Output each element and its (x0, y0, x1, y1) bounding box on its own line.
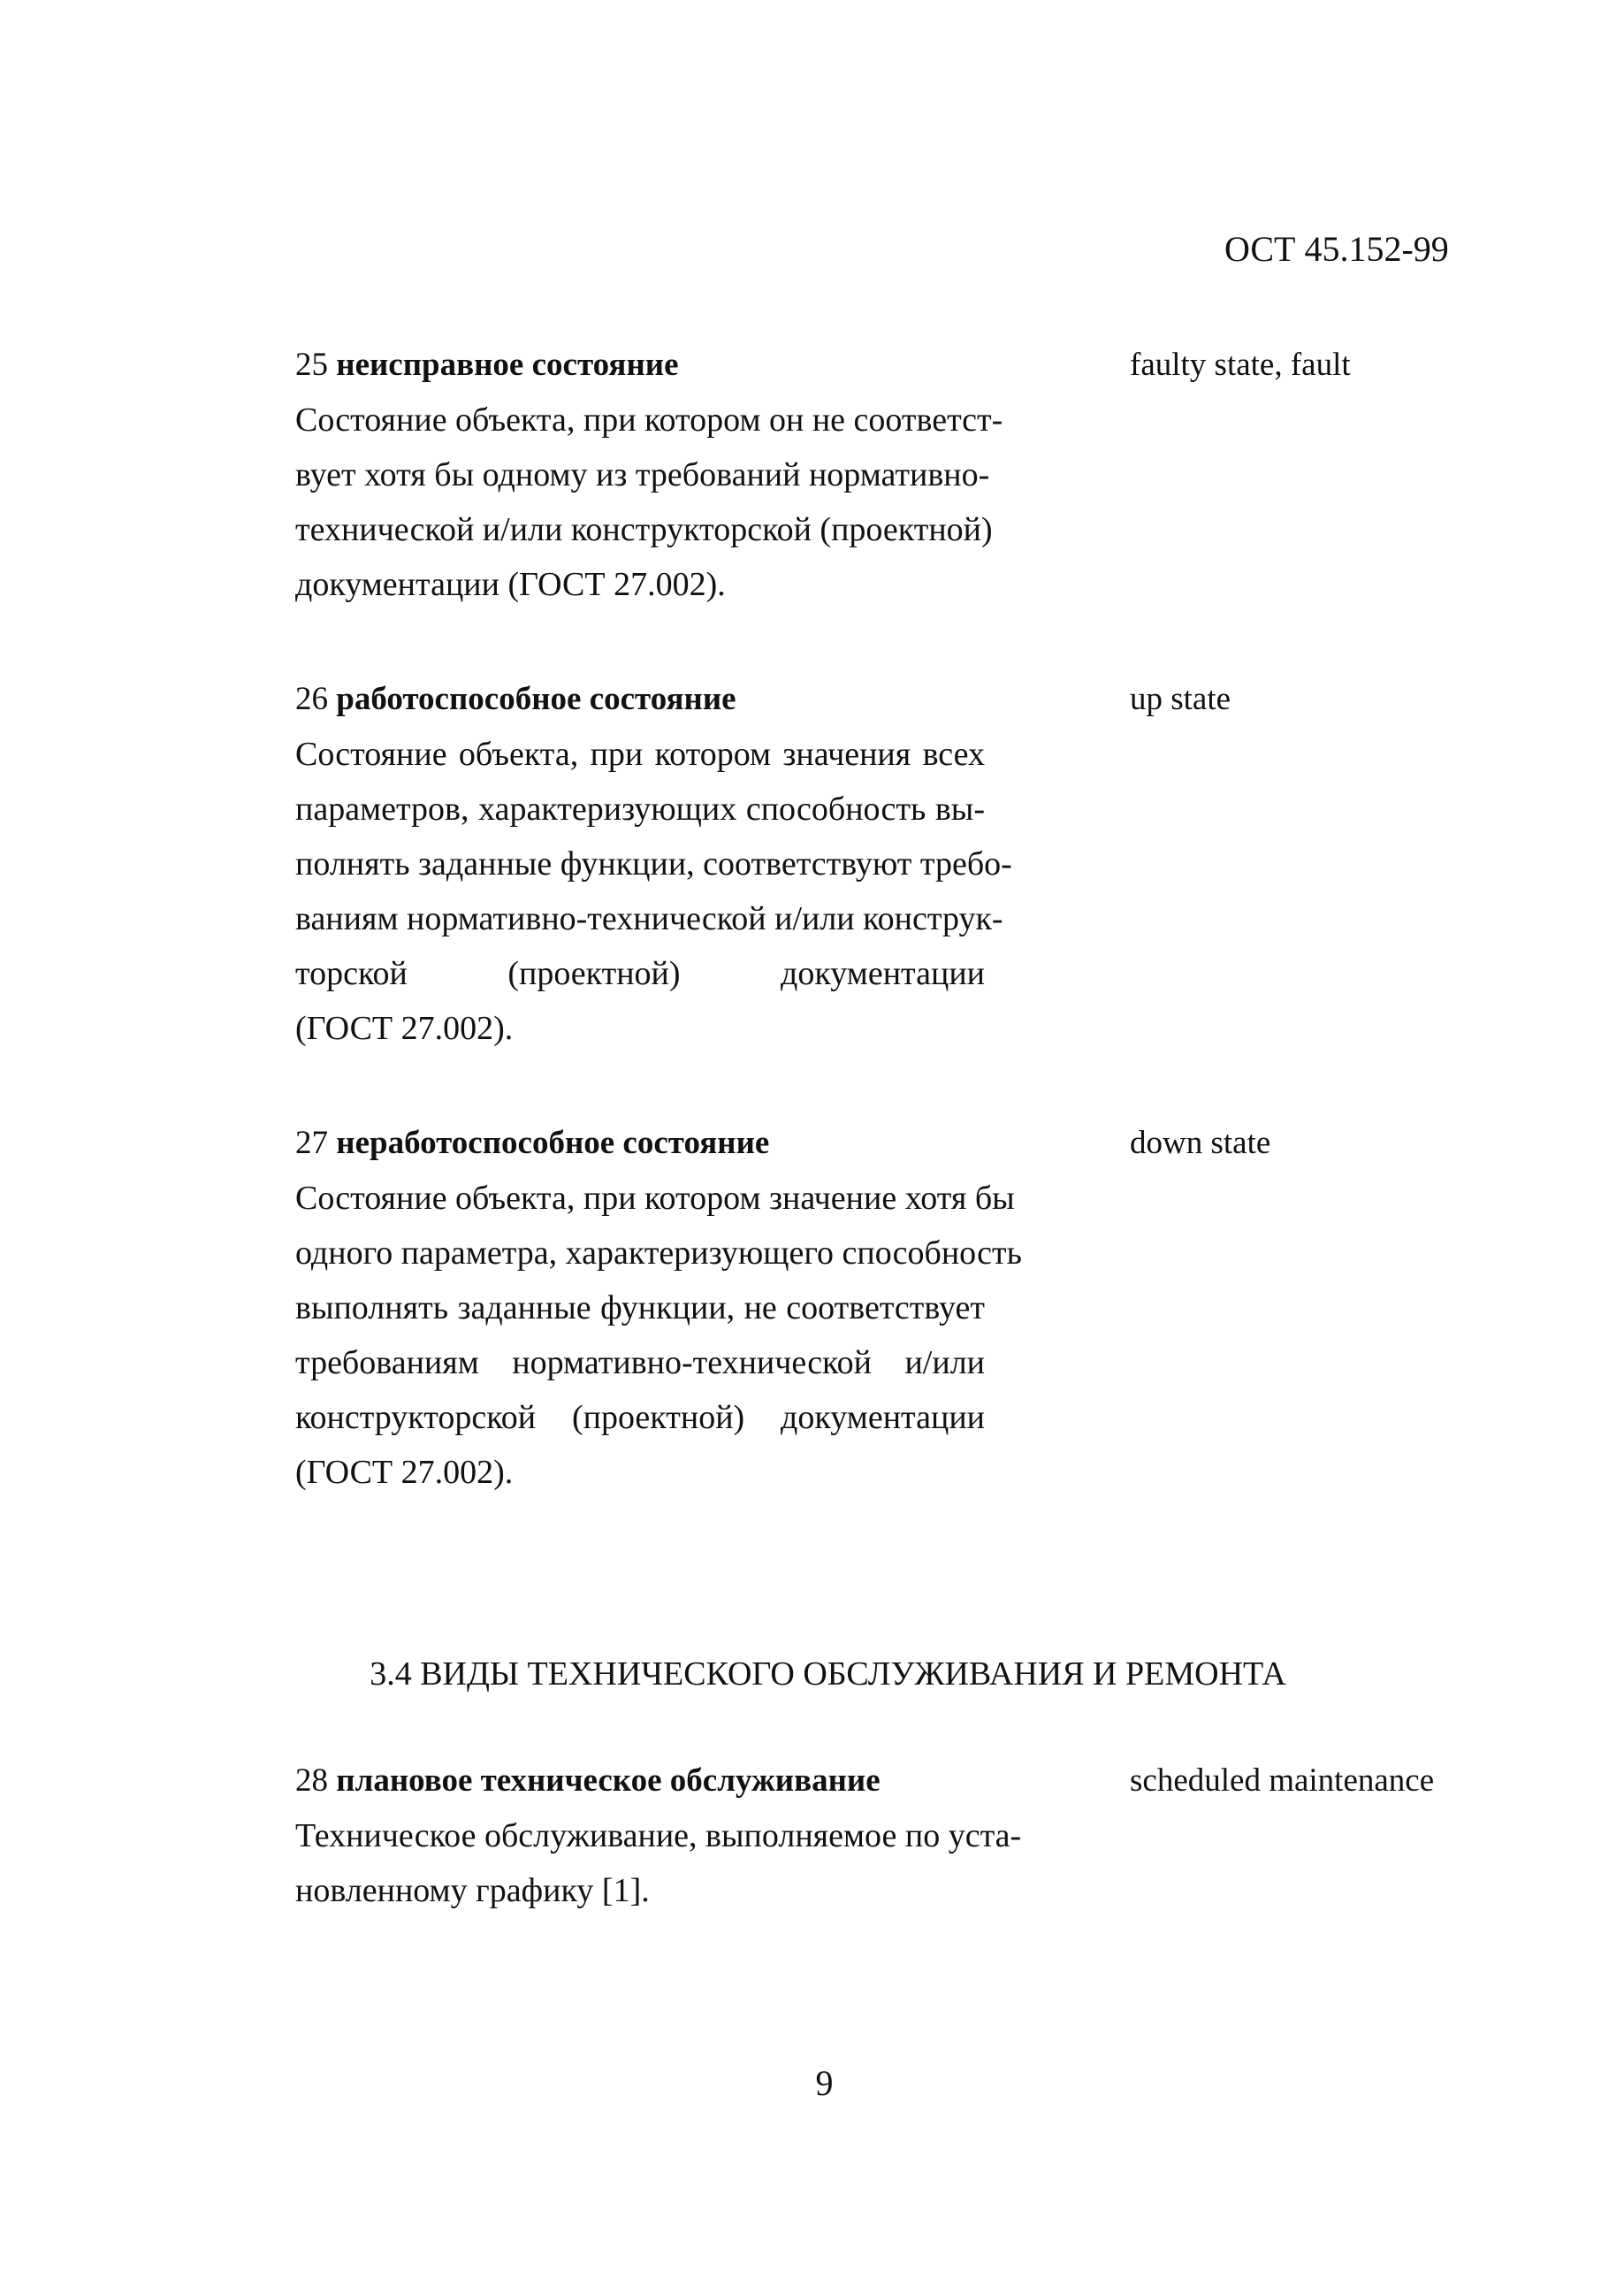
term-definition (295, 393, 1003, 612)
definition-line: требованиям нормативно-технической и/или (295, 1344, 985, 1381)
term-heading (295, 1754, 985, 1808)
term-entry-26 (295, 672, 1012, 1056)
term-definition (295, 1808, 1022, 1918)
definition-line: Состояние объекта, при котором значение хотя бы (295, 1180, 1015, 1217)
definition-line: технической и/или конструкторской (проектной) (295, 511, 993, 548)
term-number: 25 (295, 347, 328, 383)
definition-line: ваниям нормативно-технической и/или конструк- (295, 900, 1003, 937)
term-entry-28 (295, 1754, 1022, 1918)
definition-line: торской (проектной) документации (295, 955, 985, 992)
term-equivalent-26: up state (1130, 681, 1231, 717)
term-name: неисправное состояние (336, 347, 679, 383)
term-heading (295, 1116, 985, 1171)
term-equivalent-28: scheduled maintenance (1130, 1762, 1435, 1799)
term-name: работоспособное состояние (336, 681, 736, 717)
document-code: ОСТ 45.152-99 (1224, 229, 1449, 269)
term-number: 28 (295, 1762, 328, 1799)
definition-line: Техническое обслуживание, выполняемое по уста- (295, 1817, 1022, 1854)
term-entry-27 (295, 1116, 1022, 1500)
definition-line: документации (ГОСТ 27.002). (295, 566, 726, 603)
term-equivalent-27: down state (1130, 1125, 1271, 1161)
definition-line: одного параметра, характеризующего способность (295, 1234, 1022, 1272)
term-definition (295, 727, 1012, 1056)
term-entry-25 (295, 338, 1003, 612)
definition-line: новленному графику [1]. (295, 1872, 650, 1909)
definition-line: Состояние объекта, при котором значения всех (295, 736, 985, 773)
definition-line: конструкторской (проектной) документации (295, 1399, 985, 1436)
page-number: 9 (815, 2063, 834, 2103)
definition-line: (ГОСТ 27.002). (295, 1010, 514, 1047)
definition-line: параметров, характеризующих способность вы- (295, 791, 985, 828)
section-title: 3.4 ВИДЫ ТЕХНИЧЕСКОГО ОБСЛУЖИВАНИЯ И РЕМОНТА (370, 1655, 1286, 1693)
term-definition (295, 1171, 1022, 1500)
definition-line: вует хотя бы одному из требований нормативно- (295, 456, 990, 493)
term-heading (295, 672, 985, 727)
term-heading (295, 338, 985, 393)
term-number: 27 (295, 1125, 328, 1161)
term-name: плановое техническое обслуживание (336, 1762, 881, 1799)
term-equivalent-25: faulty state, fault (1130, 347, 1351, 383)
definition-line: (ГОСТ 27.002). (295, 1454, 514, 1491)
definition-line: полнять заданные функции, соответствуют требо- (295, 845, 1012, 883)
term-number: 26 (295, 681, 328, 717)
definition-line: выполнять заданные функции, не соответствует (295, 1289, 985, 1326)
definition-line: Состояние объекта, при котором он не соответст- (295, 401, 1003, 439)
term-name: неработоспособное состояние (336, 1125, 770, 1161)
